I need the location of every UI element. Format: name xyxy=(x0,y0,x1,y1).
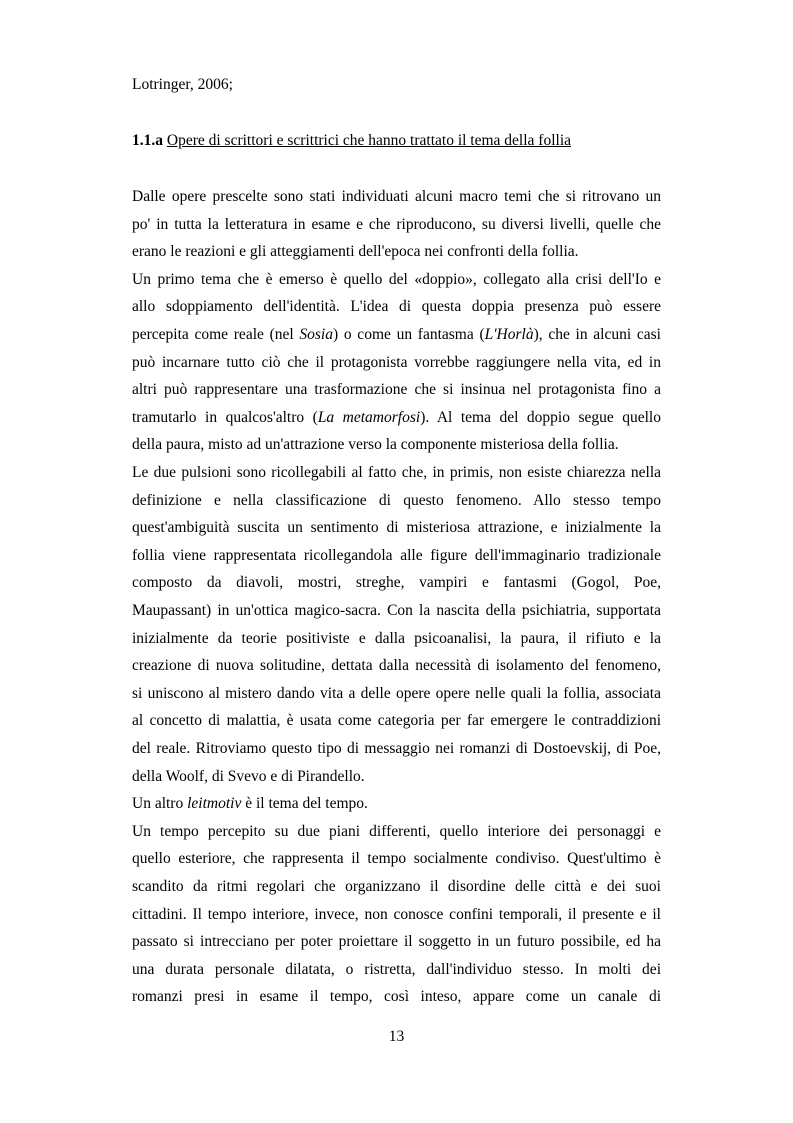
text-line xyxy=(132,932,661,952)
text-segment: allo sdoppiamento dell'identità. L'idea di questa doppia presenza può essere xyxy=(132,298,661,316)
text-line xyxy=(132,380,661,400)
text-segment: Le due pulsioni sono ricollegabili al fatto che, in primis, non esiste chiarezza nella xyxy=(132,464,661,481)
text-line xyxy=(132,794,368,814)
text-segment: creazione di nuova solitudine, dettata dalla necessità di isolamento del fenomeno, xyxy=(132,657,661,675)
text-line xyxy=(132,767,365,787)
text-segment: una durata personale dilatata, o ristretta, dall'individuo stesso. In molti dei xyxy=(132,960,661,978)
text-segment: della paura, misto ad un'attrazione verso la componente misteriosa della follia. xyxy=(132,436,619,454)
text-segment: romanzi presi in esame il tempo, così inteso, appare come un canale di xyxy=(132,988,661,1006)
text-line xyxy=(132,408,661,428)
text-line xyxy=(132,463,661,483)
text-line xyxy=(132,601,661,621)
text-segment: erano le reazioni e gli atteggiamenti dell'epoca nei confronti della follia. xyxy=(132,243,579,261)
text-segment: Un tempo percepito su due piani differenti, quello interiore dei personaggi e xyxy=(132,822,661,840)
text-line xyxy=(132,822,661,842)
text-line xyxy=(132,960,661,980)
italic-title: Sosia xyxy=(299,326,333,343)
text-line xyxy=(132,353,661,373)
page-number: 13 xyxy=(388,1028,405,1045)
text-line xyxy=(132,297,661,317)
text-line xyxy=(132,987,661,1007)
text-line xyxy=(132,877,661,897)
text-segment: inizialmente da teorie positiviste e dalla psicoanalisi, la paura, il rifiuto e la xyxy=(132,629,661,647)
text-segment: quello esteriore, che rappresenta il tempo socialmente condiviso. Quest'ultimo è xyxy=(132,850,661,868)
text-line xyxy=(132,242,579,262)
reference-tail: Lotringer, 2006; xyxy=(132,76,233,93)
text-segment: si uniscono al mistero dando vita a delle opere opere nelle quali la follia, associata xyxy=(132,684,661,702)
text-line xyxy=(132,684,661,704)
text-segment: definizione e nella classificazione di questo fenomeno. Allo stesso tempo xyxy=(132,491,661,509)
text-segment: della Woolf, di Svevo e di Pirandello. xyxy=(132,767,365,785)
text-segment: al concetto di malattia, è usata come categoria per far emergere le contraddizioni xyxy=(132,712,661,730)
text-segment: Dalle opere prescelte sono stati individuati alcuni macro temi che si ritrovano un xyxy=(132,188,661,205)
text-line xyxy=(132,270,661,290)
text-segment: tramutarlo in qualcos'altro ( xyxy=(132,408,318,426)
text-segment: è il tema del tempo. xyxy=(241,795,368,813)
text-line xyxy=(132,187,661,207)
section-heading-title: Opere di scrittori e scrittrici che hanno trattato il tema della follia xyxy=(166,132,572,149)
text-line xyxy=(132,573,661,593)
text-segment: del reale. Ritroviamo questo tipo di messaggio nei romanzi di Dostoevskij, di Poe, xyxy=(132,740,661,757)
italic-title: leitmotiv xyxy=(187,795,242,813)
text-segment: ). Al tema del doppio segue quello xyxy=(420,408,661,426)
text-segment: passato si intrecciano per poter proiettare il soggetto in un futuro possibile, ed ha xyxy=(132,933,661,951)
text-segment: Maupassant) in un'ottica magico-sacra. Con la nascita della psichiatria, supportata xyxy=(132,602,661,619)
text-segment: po' in tutta la letteratura in esame e che riproducono, su diversi livelli, quelle che xyxy=(132,215,661,233)
text-line xyxy=(132,215,661,235)
italic-title: La metamorfosi xyxy=(317,408,421,426)
section-heading xyxy=(132,131,571,151)
text-segment: ), che in alcuni casi xyxy=(533,326,661,343)
text-segment: Un primo tema che è emerso è quello del «doppio», collegato alla crisi dell'Io e xyxy=(132,270,661,288)
text-segment: percepita come reale (nel xyxy=(132,326,300,343)
text-line xyxy=(132,325,661,345)
text-line xyxy=(132,546,661,566)
text-line xyxy=(132,491,661,511)
text-line xyxy=(132,711,661,731)
text-line xyxy=(132,435,619,455)
text-segment: altri può rappresentare una trasformazione che si insinua nel protagonista fino a xyxy=(132,381,661,399)
italic-title: L'Horlà xyxy=(484,326,534,343)
text-segment: cittadini. Il tempo interiore, invece, non conosce confini temporali, il presente e il xyxy=(132,905,661,923)
section-heading-number: 1.1.a xyxy=(132,132,163,149)
text-line xyxy=(132,905,661,925)
text-segment: scandito da ritmi regolari che organizzano il disordine delle città e dei suoi xyxy=(132,878,661,895)
text-line xyxy=(132,629,661,649)
text-segment: quest'ambiguità suscita un sentimento di misteriosa attrazione, e inizialmente la xyxy=(132,519,661,537)
text-segment: ) o come un fantasma ( xyxy=(332,326,485,343)
text-line xyxy=(132,739,661,759)
text-line xyxy=(132,656,661,676)
text-segment: può incarnare tutto ciò che il protagonista vorrebbe raggiungere nella vita, ed in xyxy=(132,353,661,371)
text-line xyxy=(132,849,661,869)
text-segment: Un altro xyxy=(132,795,188,813)
text-line xyxy=(132,518,661,538)
text-segment: composto da diavoli, mostri, streghe, vampiri e fantasmi (Gogol, Poe, xyxy=(132,574,661,592)
text-segment: follia viene rappresentata ricollegandola alle figure dell'immaginario tradizionale xyxy=(132,546,661,564)
